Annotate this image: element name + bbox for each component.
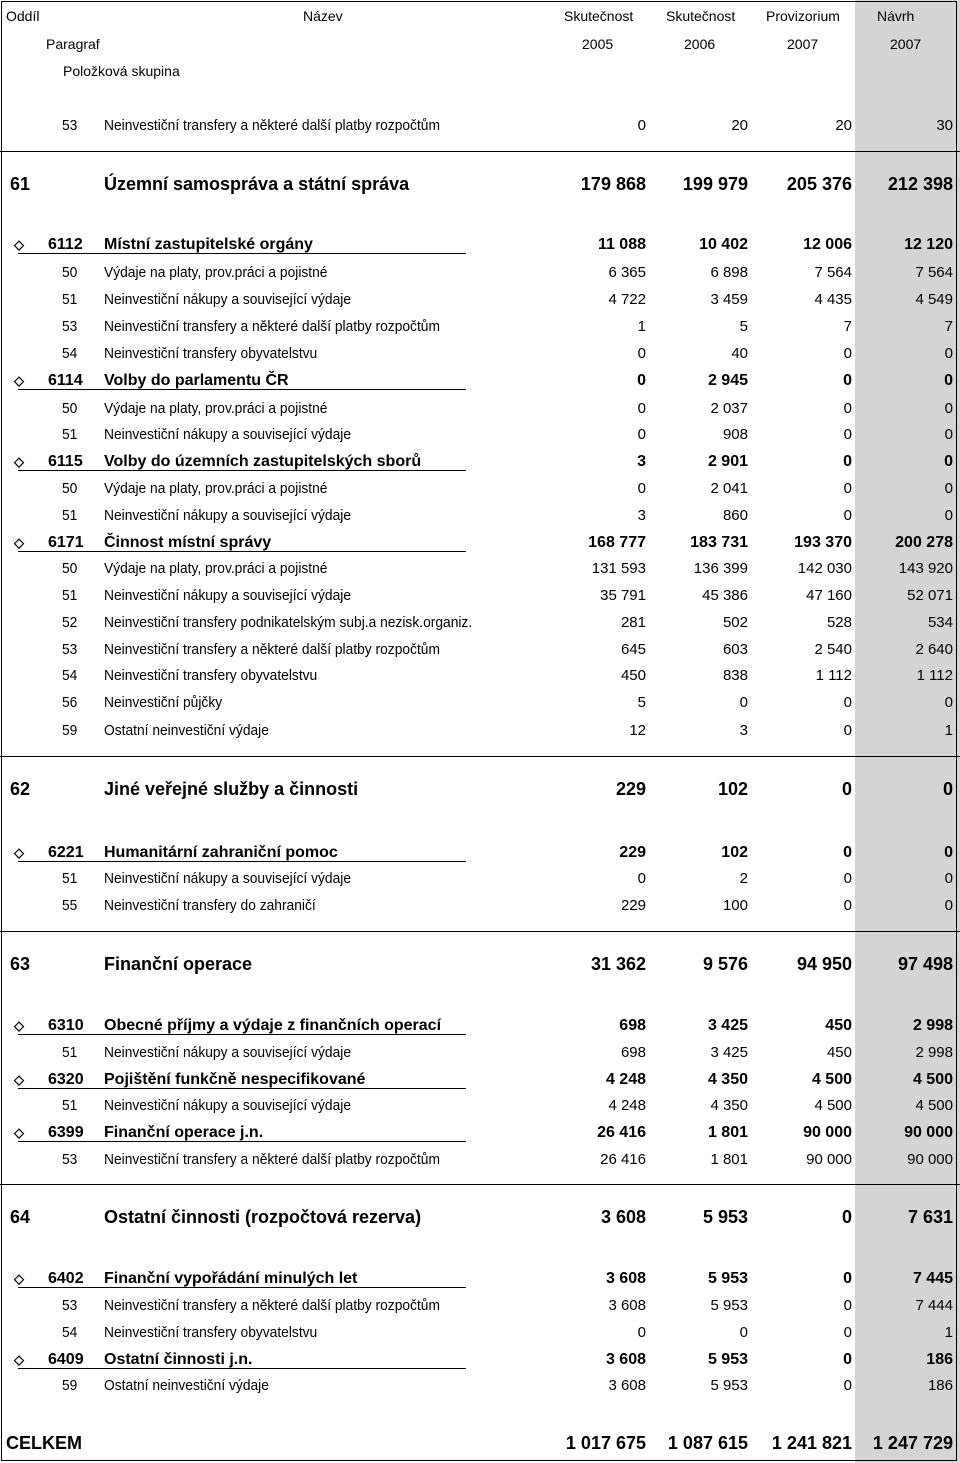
row-name: Neinvestiční transfery obyvatelstvu [104,667,318,684]
section-marker-icon: ◇ [14,1072,24,1087]
value-skutecnost-2006: 45 386 [702,587,748,604]
value-skutecnost-2005: 698 [619,1017,646,1034]
row-name: Neinvestiční nákupy a související výdaje [104,870,352,887]
subitem-row [0,1292,960,1319]
row-name: Ostatní činnosti j.n. [104,1351,253,1368]
row-code: 53 [62,1297,78,1314]
value-skutecnost-2006: 6 898 [710,264,748,281]
section-marker-icon: ◇ [14,373,24,388]
value-provizorium-2007: 528 [826,614,852,631]
section-row [0,1012,960,1039]
value-provizorium-2007: 0 [843,1297,852,1314]
value-provizorium-2007: 0 [843,1377,852,1394]
header-year-3: 2007 [787,36,819,52]
value-navrh-2007: 2 998 [912,1017,953,1034]
value-skutecnost-2005: 179 868 [580,174,646,194]
row-name: Finanční operace j.n. [104,1124,264,1141]
value-provizorium-2007: 142 030 [797,560,852,577]
value-skutecnost-2005: 229 [620,897,646,914]
row-code: 6409 [48,1351,84,1368]
value-skutecnost-2006: 603 [722,641,748,658]
value-skutecnost-2006: 3 425 [710,1044,748,1061]
section-marker-icon: ◇ [14,535,24,550]
row-name: Neinvestiční nákupy a související výdaje [104,1097,352,1114]
value-skutecnost-2005: 0 [637,426,646,443]
value-skutecnost-2005: 0 [637,117,646,134]
value-skutecnost-2005: 229 [619,844,646,861]
subitem-row [0,865,960,892]
value-navrh-2007: 0 [944,844,953,861]
value-skutecnost-2006: 1 801 [707,1124,748,1141]
total-row [0,1428,960,1458]
value-provizorium-2007: 450 [826,1044,852,1061]
subitem-row [0,1146,960,1173]
value-navrh-2007: 0 [944,453,953,470]
value-skutecnost-2006: 20 [731,117,748,134]
value-provizorium-2007: 0 [843,1351,852,1368]
row-name: Neinvestiční transfery a některé další platby rozpočtům [104,641,440,658]
row-name: Ostatní neinvestiční výdaje [104,1377,269,1394]
header-nazev: Název [303,8,343,24]
value-skutecnost-2005: 168 777 [588,534,646,551]
row-code: 50 [62,400,78,417]
value-navrh-2007: 1 112 [916,667,953,684]
value-skutecnost-2006: 199 979 [682,174,748,194]
subitem-row [0,286,960,313]
value-skutecnost-2005: 0 [637,870,646,887]
header-skutecnost-2: Skutečnost [666,8,736,24]
value-navrh-2007: 7 631 [907,1207,953,1227]
value-navrh-2007: 200 278 [895,534,953,551]
value-skutecnost-2006: 5 953 [707,1270,748,1287]
value-provizorium-2007: 90 000 [806,1151,852,1168]
header-year-2: 2006 [684,36,716,52]
section-row [0,1346,960,1373]
value-skutecnost-2006: 0 [739,1324,748,1341]
row-code: 59 [62,722,78,739]
row-code: 6221 [48,844,84,861]
section-marker-icon: ◇ [14,454,24,469]
value-skutecnost-2006: 860 [722,507,748,524]
group-separator-line [0,931,960,932]
value-skutecnost-2005: 1 [637,318,646,335]
subitem-row [0,555,960,582]
row-name: Finanční operace [104,954,253,974]
row-code: 52 [62,614,78,631]
value-skutecnost-2006: 0 [739,694,748,711]
row-name: Výdaje na platy, prov.práci a pojistné [104,560,328,577]
row-name: Neinvestiční transfery a některé další platby rozpočtům [104,318,440,335]
value-navrh-2007: 186 [926,1351,953,1368]
row-name: Neinvestiční transfery obyvatelstvu [104,345,318,362]
row-code: 51 [62,507,78,524]
value-skutecnost-2006: 838 [722,667,748,684]
value-skutecnost-2005: 698 [620,1044,646,1061]
value-skutecnost-2006: 5 953 [710,1297,748,1314]
value-skutecnost-2006: 136 399 [693,560,748,577]
value-skutecnost-2005: 11 088 [597,236,646,253]
section-row [0,1119,960,1146]
value-skutecnost-2005: 3 608 [605,1351,646,1368]
value-provizorium-2007: 450 [825,1017,852,1034]
value-skutecnost-2005: 26 416 [597,1124,646,1141]
row-code: 6115 [48,453,83,470]
value-provizorium-2007: 7 564 [814,264,852,281]
row-name: Ostatní činnosti (rozpočtová rezerva) [104,1207,422,1227]
value-skutecnost-2005: 450 [620,667,646,684]
subitem-row [0,609,960,636]
row-code: 6112 [48,236,83,253]
value-skutecnost-2005: 3 608 [608,1377,646,1394]
value-skutecnost-2005: 4 722 [608,291,646,308]
value-skutecnost-2005: 229 [615,779,646,799]
value-skutecnost-2006: 183 731 [690,534,748,551]
value-skutecnost-2006: 1 801 [710,1151,748,1168]
value-skutecnost-2005: 3 [637,507,646,524]
value-navrh-2007: 143 920 [898,560,953,577]
row-code: 6171 [48,534,84,551]
row-code: 55 [62,897,78,914]
section-row [0,839,960,866]
row-name: Činnost místní správy [104,534,272,551]
value-skutecnost-2005: 3 [637,453,646,470]
row-code: 51 [62,1097,78,1114]
section-marker-icon: ◇ [14,845,24,860]
value-navrh-2007: 0 [944,400,953,417]
value-skutecnost-2006: 10 402 [699,236,748,253]
section-marker-icon: ◇ [14,237,24,252]
row-name: Výdaje na platy, prov.práci a pojistné [104,264,328,281]
subitem-row [0,1039,960,1066]
subitem-row [0,421,960,448]
value-skutecnost-2005: 6 365 [608,264,646,281]
value-provizorium-2007: 47 160 [806,587,852,604]
value-navrh-2007: 1 [944,1324,953,1341]
group-separator-line [0,756,960,757]
value-skutecnost-2006: 2 901 [707,453,748,470]
value-skutecnost-2005: 31 362 [590,954,646,974]
row-code: 51 [62,291,78,308]
value-provizorium-2007: 0 [843,1324,852,1341]
row-name: Pojištění funkčně nespecifikované [104,1071,366,1088]
value-navrh-2007: 4 500 [912,1071,953,1088]
value-navrh-2007: 0 [944,507,953,524]
row-code: 51 [62,426,78,443]
value-skutecnost-2006: 5 953 [710,1377,748,1394]
row-code: 6402 [48,1270,84,1287]
row-name: Jiné veřejné služby a činnosti [104,779,359,799]
row-name: Neinvestiční nákupy a související výdaje [104,587,352,604]
value-skutecnost-2006: 5 953 [707,1351,748,1368]
section-row [0,448,960,475]
group-row [0,1202,960,1232]
row-name: Neinvestiční transfery obyvatelstvu [104,1324,318,1341]
value-navrh-2007: 2 640 [915,641,953,658]
value-skutecnost-2006: 2 041 [710,480,748,497]
value-navrh-2007: 0 [944,372,953,389]
subitem-row [0,717,960,744]
group-row [0,949,960,979]
value-provizorium-2007: 20 [835,117,852,134]
value-skutecnost-2006: 3 425 [707,1017,748,1034]
row-code: 6320 [48,1071,84,1088]
value-skutecnost-2006: 3 459 [710,291,748,308]
header-navrh: Návrh [877,8,915,24]
value-navrh-2007: 534 [927,614,953,631]
value-skutecnost-2005: 4 248 [608,1097,646,1114]
value-skutecnost-2006: 908 [722,426,748,443]
subitem-row [0,340,960,367]
value-navrh-2007: 1 247 729 [872,1433,953,1453]
value-skutecnost-2005: 12 [629,722,646,739]
value-navrh-2007: 52 071 [907,587,953,604]
section-marker-icon: ◇ [14,1125,24,1140]
row-code: 61 [10,174,31,194]
row-name: Neinvestiční nákupy a související výdaje [104,1044,352,1061]
value-provizorium-2007: 1 112 [815,667,852,684]
row-name: Neinvestiční transfery podnikatelským subj.a nezisk.organiz. [104,614,473,631]
section-marker-icon: ◇ [14,1018,24,1033]
value-provizorium-2007: 1 241 821 [771,1433,852,1453]
value-navrh-2007: 4 549 [915,291,953,308]
value-skutecnost-2005: 0 [637,400,646,417]
row-code: 50 [62,560,78,577]
subitem-row [0,112,960,139]
value-skutecnost-2006: 2 [739,870,748,887]
value-provizorium-2007: 90 000 [803,1124,852,1141]
value-skutecnost-2005: 0 [637,480,646,497]
row-code: 53 [62,117,78,134]
value-skutecnost-2006: 3 [739,722,748,739]
value-navrh-2007: 1 [944,722,953,739]
section-marker-icon: ◇ [14,1271,24,1286]
row-name: Územní samospráva a státní správa [104,174,410,194]
group-separator-line [0,1184,960,1185]
value-navrh-2007: 186 [927,1377,953,1394]
value-provizorium-2007: 2 540 [814,641,852,658]
value-navrh-2007: 0 [944,345,953,362]
row-name: Neinvestiční nákupy a související výdaje [104,507,352,524]
row-name: Neinvestiční půjčky [104,694,223,711]
row-name: Volby do územních zastupitelských sborů [104,453,422,470]
header-oddil: Oddíl [6,8,40,24]
value-provizorium-2007: 193 370 [794,534,852,551]
subitem-row [0,1092,960,1119]
group-row [0,774,960,804]
value-navrh-2007: 212 398 [887,174,953,194]
value-provizorium-2007: 0 [843,1270,852,1287]
group-separator-line [0,151,960,152]
value-skutecnost-2005: 0 [637,372,646,389]
value-navrh-2007: 30 [936,117,953,134]
row-code: 54 [62,345,78,362]
header-year-4: 2007 [890,36,922,52]
value-navrh-2007: 12 120 [904,236,953,253]
value-provizorium-2007: 0 [843,722,852,739]
row-code: 50 [62,264,78,281]
value-provizorium-2007: 0 [843,372,852,389]
value-navrh-2007: 90 000 [904,1124,953,1141]
header-polozkova-skupina: Položková skupina [63,63,180,79]
value-provizorium-2007: 0 [843,345,852,362]
value-provizorium-2007: 205 376 [786,174,852,194]
value-skutecnost-2005: 645 [620,641,646,658]
value-skutecnost-2005: 3 608 [600,1207,646,1227]
row-name: Neinvestiční nákupy a související výdaje [104,426,352,443]
value-provizorium-2007: 0 [843,426,852,443]
subitem-row [0,689,960,716]
subitem-row [0,582,960,609]
header-year-1: 2005 [582,36,614,52]
value-skutecnost-2005: 4 248 [605,1071,646,1088]
value-navrh-2007: 0 [944,694,953,711]
value-skutecnost-2005: 35 791 [600,587,646,604]
value-skutecnost-2006: 9 576 [702,954,748,974]
value-skutecnost-2005: 131 593 [591,560,646,577]
row-code: 54 [62,1324,78,1341]
group-row [0,169,960,199]
value-navrh-2007: 2 998 [915,1044,953,1061]
section-row [0,529,960,556]
row-code: 53 [62,318,78,335]
value-navrh-2007: 7 444 [915,1297,953,1314]
value-skutecnost-2005: 3 608 [605,1270,646,1287]
value-provizorium-2007: 0 [841,1207,852,1227]
row-code: 62 [10,779,31,799]
row-code: 51 [62,870,78,887]
row-name: Výdaje na platy, prov.práci a pojistné [104,480,328,497]
subitem-row [0,395,960,422]
row-name: Místní zastupitelské orgány [104,236,313,253]
header-skutecnost-1: Skutečnost [564,8,634,24]
row-name: Finanční vypořádání minulých let [104,1270,358,1287]
value-provizorium-2007: 0 [843,844,852,861]
row-name: Obecné příjmy a výdaje z finančních operací [104,1017,442,1034]
row-name: Neinvestiční transfery do zahraničí [104,897,316,914]
row-code: 6114 [48,372,83,389]
value-provizorium-2007: 0 [843,897,852,914]
value-provizorium-2007: 0 [841,779,852,799]
subitem-row [0,636,960,663]
row-code: 50 [62,480,78,497]
value-skutecnost-2005: 281 [620,614,646,631]
section-row [0,1066,960,1093]
value-skutecnost-2006: 100 [722,897,748,914]
value-skutecnost-2005: 1 017 675 [565,1433,646,1453]
value-provizorium-2007: 0 [843,507,852,524]
value-provizorium-2007: 4 435 [814,291,852,308]
row-name: Neinvestiční nákupy a související výdaje [104,291,352,308]
value-provizorium-2007: 12 006 [803,236,852,253]
subitem-row [0,259,960,286]
value-navrh-2007: 4 500 [915,1097,953,1114]
section-row [0,231,960,258]
value-navrh-2007: 0 [942,779,953,799]
subitem-row [0,1319,960,1346]
section-row [0,1265,960,1292]
value-navrh-2007: 0 [944,897,953,914]
row-code: 53 [62,641,78,658]
value-skutecnost-2006: 4 350 [710,1097,748,1114]
value-skutecnost-2006: 102 [721,844,748,861]
row-name: Neinvestiční transfery a některé další platby rozpočtům [104,1151,440,1168]
subitem-row [0,1372,960,1399]
value-skutecnost-2006: 5 953 [702,1207,748,1227]
value-skutecnost-2006: 2 037 [710,400,748,417]
section-marker-icon: ◇ [14,1352,24,1367]
subitem-row [0,892,960,919]
row-name: Neinvestiční transfery a některé další platby rozpočtům [104,1297,440,1314]
row-code: 56 [62,694,78,711]
value-skutecnost-2006: 502 [722,614,748,631]
row-code: 64 [10,1207,31,1227]
row-name: Volby do parlamentu ČR [104,372,289,389]
subitem-row [0,475,960,502]
row-name: Ostatní neinvestiční výdaje [104,722,269,739]
value-provizorium-2007: 0 [843,400,852,417]
value-skutecnost-2005: 5 [637,694,646,711]
value-skutecnost-2006: 4 350 [707,1071,748,1088]
value-navrh-2007: 97 498 [897,954,953,974]
row-code: 53 [62,1151,78,1168]
value-provizorium-2007: 4 500 [811,1071,852,1088]
value-navrh-2007: 7 445 [912,1270,953,1287]
value-skutecnost-2006: 40 [731,345,748,362]
value-skutecnost-2005: 0 [637,1324,646,1341]
row-name: Neinvestiční transfery a některé další platby rozpočtům [104,117,440,134]
value-skutecnost-2005: 0 [637,345,646,362]
row-name: Výdaje na platy, prov.práci a pojistné [104,400,328,417]
value-provizorium-2007: 0 [843,870,852,887]
row-code: 59 [62,1377,78,1394]
value-skutecnost-2006: 1 087 615 [667,1433,748,1453]
row-code: 6310 [48,1017,84,1034]
subitem-row [0,662,960,689]
value-navrh-2007: 0 [944,426,953,443]
value-navrh-2007: 0 [944,870,953,887]
header-paragraf: Paragraf [46,36,100,52]
subitem-row [0,502,960,529]
value-skutecnost-2006: 5 [739,318,748,335]
row-code: 63 [10,954,31,974]
value-provizorium-2007: 0 [843,480,852,497]
row-code: 51 [62,587,78,604]
value-skutecnost-2006: 2 945 [707,372,748,389]
value-navrh-2007: 7 [944,318,953,335]
row-code: 51 [62,1044,78,1061]
section-row [0,367,960,394]
value-skutecnost-2005: 26 416 [600,1151,646,1168]
value-navrh-2007: 0 [944,480,953,497]
row-code: 54 [62,667,78,684]
value-skutecnost-2005: 3 608 [608,1297,646,1314]
value-provizorium-2007: 0 [843,694,852,711]
value-provizorium-2007: 94 950 [796,954,852,974]
value-skutecnost-2006: 102 [717,779,748,799]
subitem-row [0,313,960,340]
row-code: 6399 [48,1124,84,1141]
row-code: CELKEM [6,1433,82,1453]
header-provizorium: Provizorium [766,8,840,24]
value-navrh-2007: 90 000 [907,1151,953,1168]
value-navrh-2007: 7 564 [915,264,953,281]
value-provizorium-2007: 4 500 [814,1097,852,1114]
row-name: Humanitární zahraniční pomoc [104,844,338,861]
value-provizorium-2007: 0 [843,453,852,470]
value-provizorium-2007: 7 [843,318,852,335]
